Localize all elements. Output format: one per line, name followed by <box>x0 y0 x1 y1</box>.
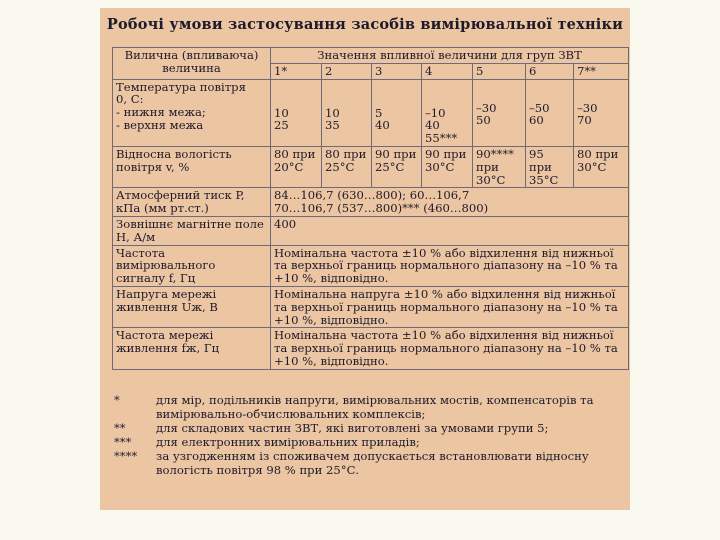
group-number: 6 <box>526 63 574 79</box>
temp-upper: 50 <box>476 113 491 128</box>
humidity-value: 80 при 20°С <box>271 146 322 187</box>
temp-cell <box>271 79 322 146</box>
temp-cell <box>526 79 574 146</box>
supply-voltage-label: Напруга мережі живлення Uж, В <box>113 286 271 327</box>
temp-cell <box>322 79 372 146</box>
footnote-text: для мір, подільників напруги, вимірювальних мостів, компенсаторів та вимірювально-обчислювальних комплексів; <box>156 393 594 421</box>
temperature-label <box>113 79 271 146</box>
magnetic-value: 400 <box>271 216 629 245</box>
group-number: 3 <box>372 63 422 79</box>
magnetic-label: Зовнішнє магнітне поле H, А/м <box>113 216 271 245</box>
table-row-magnetic <box>113 216 629 245</box>
footnote-text: за узгодженням із споживачем допускається встановлювати відносну вологість повітря 98 % при 25°С. <box>156 449 589 477</box>
table-row-supply-voltage <box>113 286 629 327</box>
label-line: 0, С: <box>116 92 144 107</box>
pressure-value <box>271 188 629 217</box>
document-title: Робочі умови застосування засобів вимірювальної техніки <box>106 16 624 33</box>
temp-upper: 60 <box>529 113 544 128</box>
header-quantity: Вилична (впливаюча) величина <box>113 48 271 80</box>
humidity-value: 80 при 25°С <box>322 146 372 187</box>
pressure-label: Атмосферний тиск P, кПа (мм рт.ст.) <box>113 188 271 217</box>
table-row-temperature <box>113 79 629 146</box>
table-row-signal-frequency <box>113 245 629 286</box>
temp-lower: –50 <box>529 100 550 115</box>
temp-lower: –10 <box>425 105 446 120</box>
temp-upper: 40 <box>425 118 440 133</box>
humidity-value: 90 при 30°С <box>422 146 473 187</box>
label-line: - верхня межа <box>116 117 204 132</box>
pressure-line: 70…106,7 (537…800)*** (460…800) <box>274 201 489 216</box>
temp-cell <box>574 79 629 146</box>
group-number: 1* <box>271 63 322 79</box>
temp-lower: 10 <box>274 105 289 120</box>
humidity-value: 90**** при 30°С <box>473 146 526 187</box>
label-line: Температура повітря <box>116 79 246 94</box>
table-row-humidity <box>113 146 629 187</box>
group-number: 2 <box>322 63 372 79</box>
footnote <box>114 421 624 435</box>
humidity-value: 95 при 35°С <box>526 146 574 187</box>
temp-lower: –30 <box>476 100 497 115</box>
table-header-row <box>113 48 629 64</box>
footnote-mark: * <box>114 393 120 407</box>
temp-upper: 35 <box>325 118 340 133</box>
pressure-line: 84…106,7 (630…800); 60…106,7 <box>274 188 470 203</box>
footnote-text: для складових частин ЗВТ, які виготовлені за умовами групи 5; <box>156 421 549 435</box>
signal-frequency-label: Частота вимірювального сигналу f, Гц <box>113 245 271 286</box>
humidity-value: 90 при 25°С <box>372 146 422 187</box>
temp-lower: 10 <box>325 105 340 120</box>
group-number: 7** <box>574 63 629 79</box>
temp-lower: 5 <box>375 105 383 120</box>
temp-upper: 40 <box>375 118 390 133</box>
footnote-mark: *** <box>114 435 132 449</box>
temp-cell <box>422 79 473 146</box>
temp-upper: 25 <box>274 118 289 133</box>
temp-cell <box>473 79 526 146</box>
footnote <box>114 393 624 421</box>
label-line: - нижня межа; <box>116 105 206 120</box>
conditions-table <box>112 47 629 370</box>
table-row-pressure <box>113 188 629 217</box>
supply-frequency-label: Частота мережі живлення fж, Гц <box>113 328 271 369</box>
temp-lower: –30 <box>577 100 598 115</box>
supply-voltage-value: Номінальна напруга ±10 % або відхилення від нижньої та верхньої границь нормального діапазону на –10 % та +10 %, відповідно. <box>271 286 629 327</box>
footnote <box>114 449 624 477</box>
temp-cell <box>372 79 422 146</box>
footnote-text: для електронних вимірювальних приладів; <box>156 435 420 449</box>
supply-frequency-value: Номінальна частота ±10 % або відхилення від нижньої та верхньої границь нормального діапазону на –10 % та +10 %, відповідно. <box>271 328 629 369</box>
humidity-value: 80 при 30°С <box>574 146 629 187</box>
humidity-label: Відносна вологість повітря v, % <box>113 146 271 187</box>
footnote-mark: ** <box>114 421 126 435</box>
temp-upper: 70 <box>577 113 592 128</box>
footnote <box>114 435 624 449</box>
signal-frequency-value: Номінальна частота ±10 % або відхилення від нижньої та верхньої границь нормального діапазону на –10 % та +10 %, відповідно. <box>271 245 629 286</box>
group-number: 4 <box>422 63 473 79</box>
table-row-supply-frequency <box>113 328 629 369</box>
footnotes <box>114 393 624 477</box>
footnote-mark: **** <box>114 449 138 463</box>
header-values: Значення впливної величини для груп ЗВТ <box>271 48 629 64</box>
group-number: 5 <box>473 63 526 79</box>
temp-extra: 55*** <box>425 131 458 146</box>
document-page <box>100 8 630 510</box>
